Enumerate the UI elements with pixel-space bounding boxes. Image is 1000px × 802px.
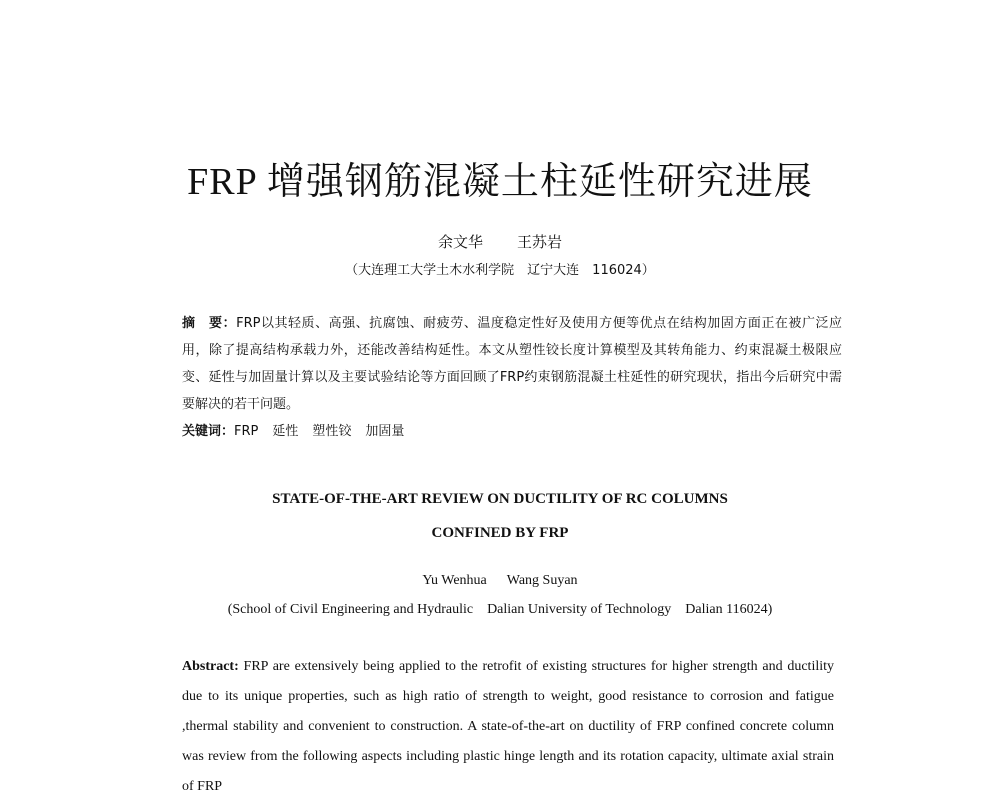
affiliation-cn: （大连理工大学土木水利学院 辽宁大连 116024）: [345, 263, 655, 278]
abstract-en: [182, 652, 834, 802]
author-en: Wang Suyan: [506, 573, 578, 588]
keywords-cn-label: 关键词：: [182, 424, 235, 439]
keyword: FRP: [234, 424, 259, 439]
authors-en: [0, 573, 1000, 589]
author-cn: 王苏岩: [517, 233, 563, 251]
keywords-cn: [182, 420, 418, 439]
abstract-en-label: Abstract:: [182, 659, 239, 674]
paper-title-en-line: CONFINED BY FRP: [431, 525, 569, 541]
abstract-cn-label: 摘 要：: [182, 316, 237, 331]
author-cn: 余文华: [437, 233, 483, 251]
abstract-cn-text: FRP以其轻质、高强、抗腐蚀、耐疲劳、温度稳定性好及使用方便等优点在结构加固方面正在被广泛应用，除了提高结构承载力外，还能改善结构延性。本文从塑性铰长度计算模型及其转角能力、约束混凝土极限应变、延性与加固量计算以及主要试验结论等方面回顾了FRP约束钢筋混凝土柱延性的研究现状，指出今后研究中需要解决的若干问题。: [182, 316, 842, 412]
keyword: 塑性铰: [312, 424, 352, 439]
keyword: 加固量: [365, 424, 405, 439]
keyword: 延性: [272, 424, 299, 439]
abstract-cn: [182, 310, 842, 418]
abstract-en-text: FRP are extensively being applied to the retrofit of existing structures for higher strength and ductility due to its unique properties, such as high ratio of strength to weight, good resistance to corrosion and fatigue ,thermal stability and convenient to construction. A state-of-the-art on ductility of FRP confined concrete column was review from the following aspects including plastic hinge length and its rotation capacity, ultimate axial strain of FRP: [182, 659, 835, 794]
authors-cn: [0, 231, 1000, 252]
author-en: Yu Wenhua: [422, 573, 487, 588]
paper-title-en-line: STATE-OF-THE-ART REVIEW ON DUCTILITY OF RC COLUMNS: [272, 491, 728, 507]
affiliation-en: (School of Civil Engineering and Hydraulic Dalian University of Technology Dalian 116024): [227, 602, 773, 617]
paper-title-en: [0, 482, 1000, 550]
paper-title-cn: FRP 增强钢筋混凝土柱延性研究进展: [187, 161, 813, 203]
